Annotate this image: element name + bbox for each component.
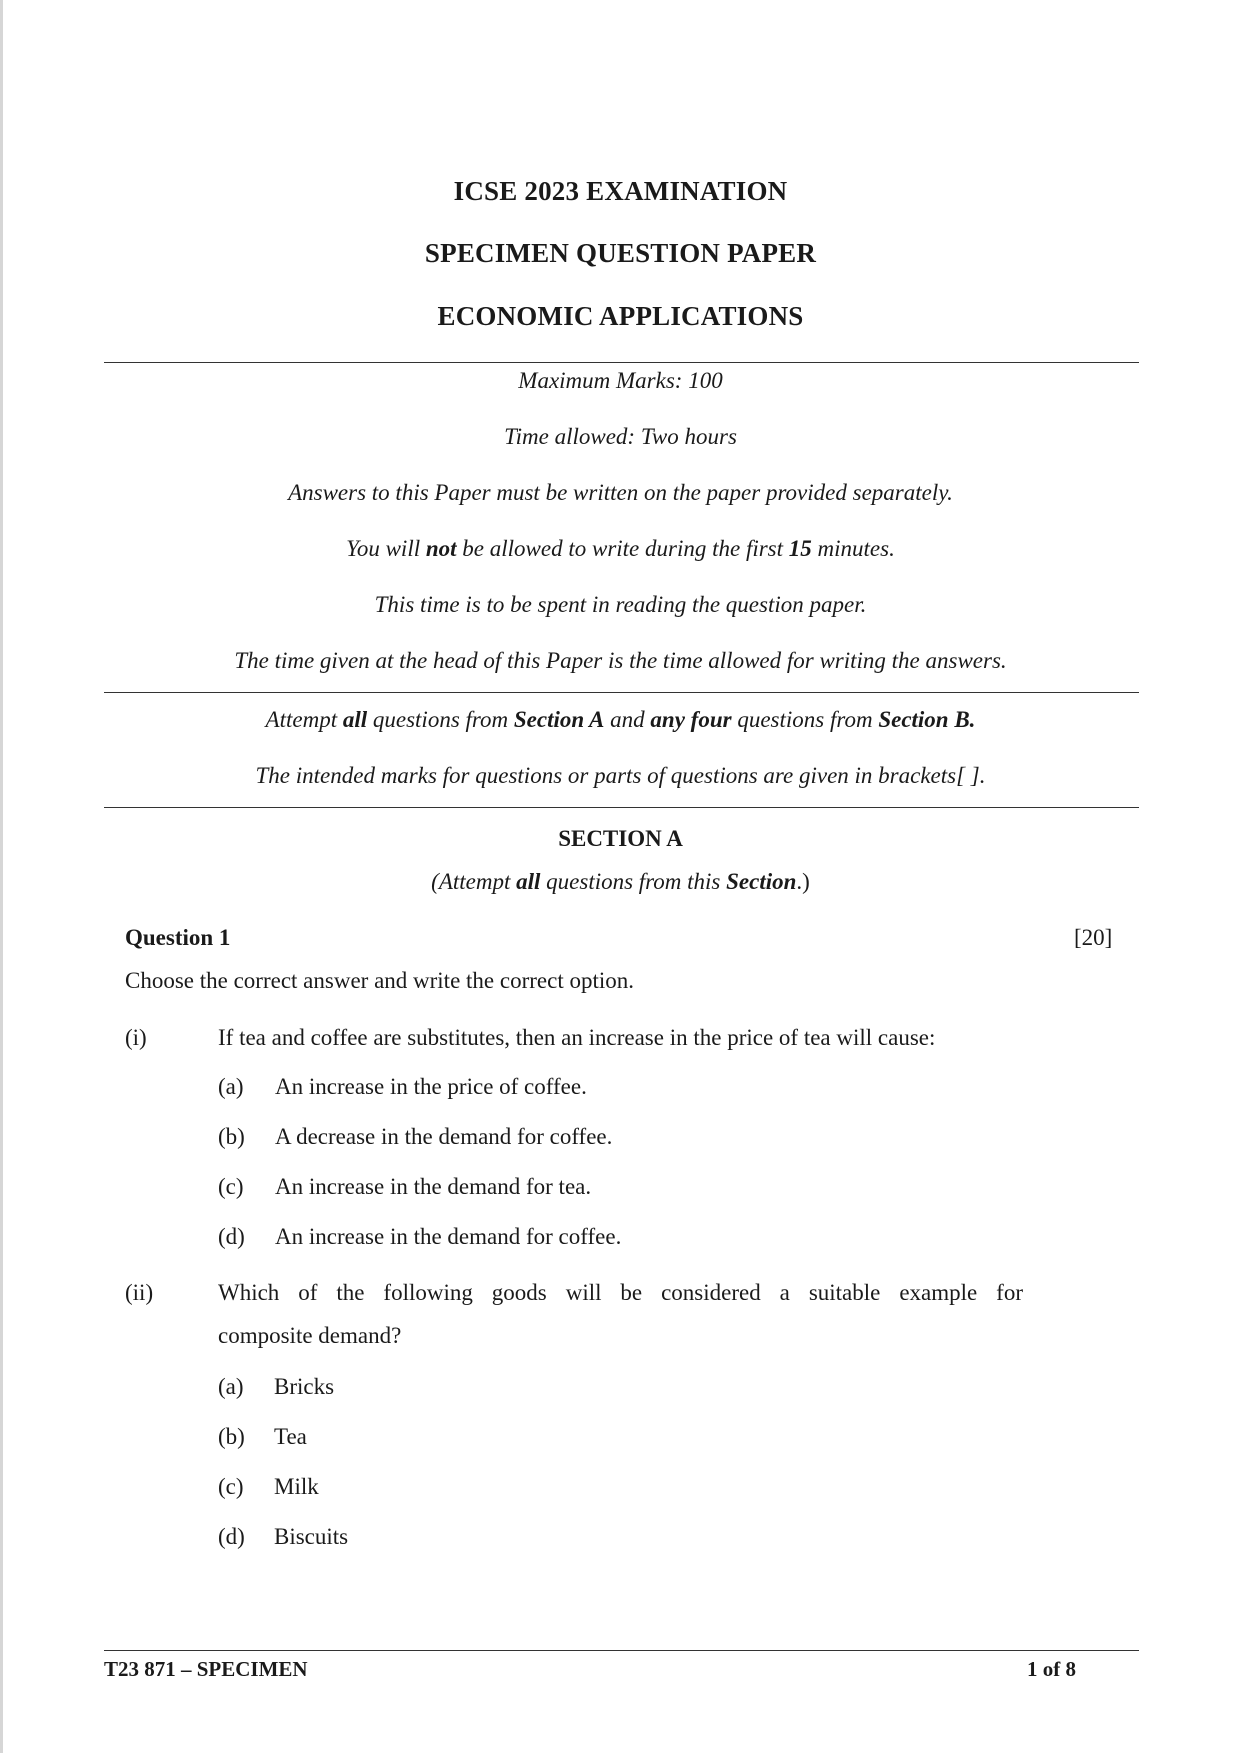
option-label: (c) [218,1174,244,1199]
option-label: (b) [218,1124,245,1149]
option-text: Biscuits [274,1524,349,1549]
option-label: (a) [218,1074,244,1099]
option-label: (d) [218,1524,245,1549]
option-text: An increase in the price of coffee. [275,1074,587,1099]
paper-type: SPECIMEN QUESTION PAPER [424,238,817,268]
reading-note: This time is to be spent in reading the question paper. [374,592,867,617]
paper-code: T23 871 – SPECIMEN [104,1657,308,1681]
option-text: An increase in the demand for coffee. [275,1224,622,1249]
section-a-subtitle: (Attempt all questions from this Section.) [431,869,810,894]
subject-title: ECONOMIC APPLICATIONS [437,301,804,331]
divider [104,807,1139,808]
part-text-continued: composite demand? [218,1323,402,1348]
option-text: Milk [274,1474,319,1499]
attempt-instruction: Attempt all questions from Section A and any four questions from Section B. [265,707,976,732]
option-label: (a) [218,1374,244,1399]
part-text: If tea and coffee are substitutes, then an increase in the price of tea will cause: [218,1025,936,1050]
question-instruction: Choose the correct answer and write the correct option. [125,968,634,993]
head-note: The time given at the head of this Paper is the time allowed for writing the answers. [234,648,1007,673]
part-text: Which of the following goods will be considered a suitable example for [218,1280,1023,1305]
answers-note: Answers to this Paper must be written on the paper provided separately. [288,480,953,505]
question-title: Question 1 [125,925,231,950]
option-text: Tea [274,1424,307,1449]
exam-title: ICSE 2023 EXAMINATION [453,176,788,206]
option-text: A decrease in the demand for coffee. [275,1124,613,1149]
option-label: (b) [218,1424,245,1449]
option-text: Bricks [274,1374,335,1399]
part-number: (ii) [125,1280,154,1305]
writing-restriction: You will not be allowed to write during the first 15 minutes. [346,536,895,561]
page-number: 1 of 8 [1027,1657,1076,1681]
part-number: (i) [125,1025,147,1050]
section-a-title: SECTION A [558,826,683,851]
divider [104,362,1139,363]
option-text: An increase in the demand for tea. [275,1174,592,1199]
time-allowed: Time allowed: Two hours [504,424,737,449]
marks-note: The intended marks for questions or parts of questions are given in brackets[ ]. [255,763,986,788]
divider [104,692,1139,693]
max-marks: Maximum Marks: 100 [518,368,723,393]
option-label: (d) [218,1224,245,1249]
question-marks: [20] [1074,925,1113,950]
footer-divider [104,1650,1139,1651]
option-label: (c) [218,1474,244,1499]
